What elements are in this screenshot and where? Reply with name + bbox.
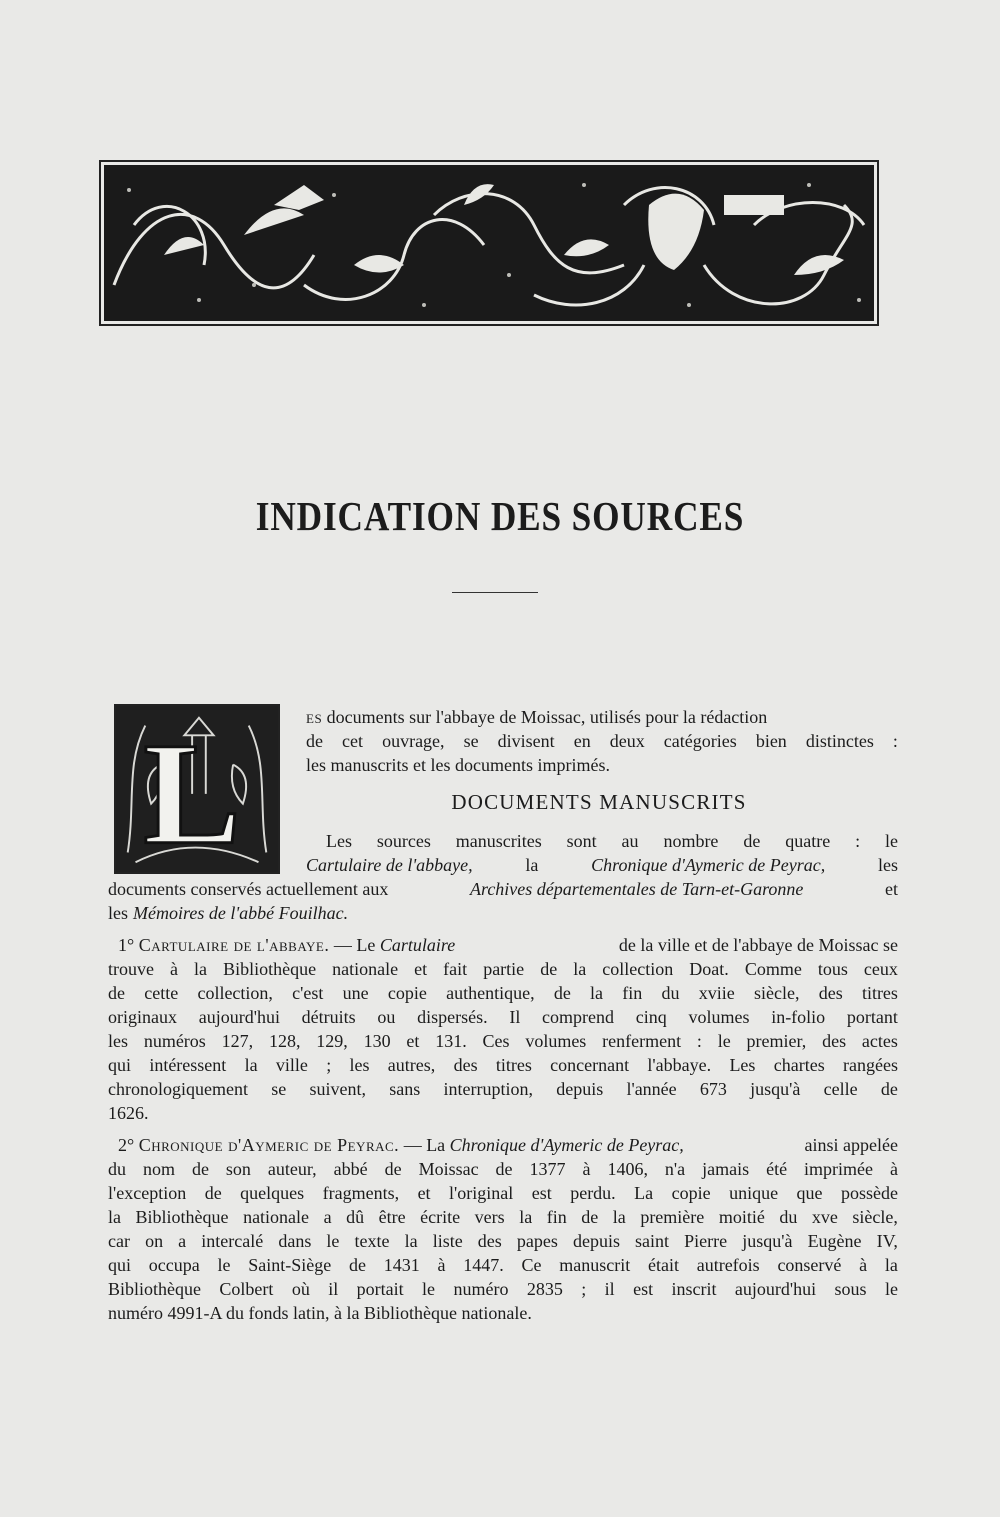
chronique-line-8: numéro 4991-A du fonds latin, à la Bibliothèque nationale. — [108, 1303, 532, 1323]
cartulaire-line-2: trouve à la Bibliothèque nationale et fait partie de la collection Doat. Comme tous ceux — [108, 959, 898, 979]
manuscrits-line-4: les Mémoires de l'abbé Fouilhac. — [108, 903, 349, 923]
manuscrits-line-1: Les sources manuscrites sont au nombre de quatre : le — [326, 831, 898, 851]
cartulaire-line-4: originaux aujourd'hui détruits ou dispersés. Il comprend cinq volumes in-folio portant — [108, 1007, 898, 1027]
manuscrits-line-3: documents conservés actuellement aux Archives départementales de Tarn-et-Garonne et — [108, 879, 898, 899]
ornamental-banner — [99, 160, 879, 326]
cartulaire-line-7: chronologiquement se suivent, sans interruption, depuis l'année 673 jusqu'à celle de — [108, 1079, 898, 1099]
cartulaire-line-6: qui intéressent la ville ; les autres, des titres concernant l'abbaye. Les chartes rangées — [108, 1055, 898, 1075]
title-rule — [452, 592, 538, 593]
chronique-line-4: la Bibliothèque nationale a dû être écrite vers la fin de la première moitié du xve siècle, — [108, 1207, 898, 1227]
section-heading: DOCUMENTS MANUSCRITS — [451, 790, 747, 814]
chronique-heading: Chronique d'Aymeric de Peyrac. — [138, 1135, 400, 1155]
ornamental-initial-L — [116, 706, 278, 872]
cartulaire-line-8: 1626. — [108, 1103, 149, 1123]
chronique-line-3: l'exception de quelques fragments, et l'original est perdu. La copie unique que possède — [108, 1183, 898, 1203]
dropcap-continuation: es — [306, 707, 323, 727]
chronique-line-6: qui occupa le Saint-Siège de 1431 à 1447. Ce manuscrit était autrefois conservé à la — [108, 1255, 898, 1275]
cartulaire-line-5: les numéros 127, 128, 129, 130 et 131. Ces volumes renferment : le premier, des actes — [108, 1031, 898, 1051]
manuscrits-line-2: Cartulaire de l'abbaye, la Chronique d'Aymeric de Peyrac, les — [306, 855, 898, 875]
cartulaire-heading: Cartulaire de l'abbaye. — [138, 935, 330, 955]
dropcap-letter: L — [143, 712, 241, 872]
page-title: INDICATION DES SOURCES — [255, 493, 745, 539]
intro-line-2: de cet ouvrage, se divisent en deux catégories bien distinctes : — [306, 731, 898, 751]
intro-line-1: es documents sur l'abbaye de Moissac, utilisés pour la rédaction — [306, 707, 768, 727]
intro-line-3: les manuscrits et les documents imprimés. — [306, 755, 610, 775]
foliate-scroll-banner — [104, 165, 874, 321]
drop-cap — [114, 704, 280, 874]
chronique-line-5: car on a intercalé dans le texte la liste des papes depuis saint Pierre jusqu'à Eugène IV, — [108, 1231, 898, 1251]
chronique-line-7: Bibliothèque Colbert où il portait le numéro 2835 ; il est inscrit aujourd'hui sous le — [108, 1279, 898, 1299]
cartulaire-line-1: 1° Cartulaire de l'abbaye. — Le Cartulaire de la ville et de l'abbaye de Moissac se — [118, 935, 898, 955]
chronique-line-1: 2° Chronique d'Aymeric de Peyrac. — La Chronique d'Aymeric de Peyrac, ainsi appelée — [118, 1135, 898, 1155]
chronique-line-2: du nom de son auteur, abbé de Moissac de 1377 à 1406, n'a jamais été imprimée à — [108, 1159, 898, 1179]
cartulaire-line-3: de cette collection, c'est une copie authentique, de la fin du xviie siècle, des titres — [108, 983, 898, 1003]
